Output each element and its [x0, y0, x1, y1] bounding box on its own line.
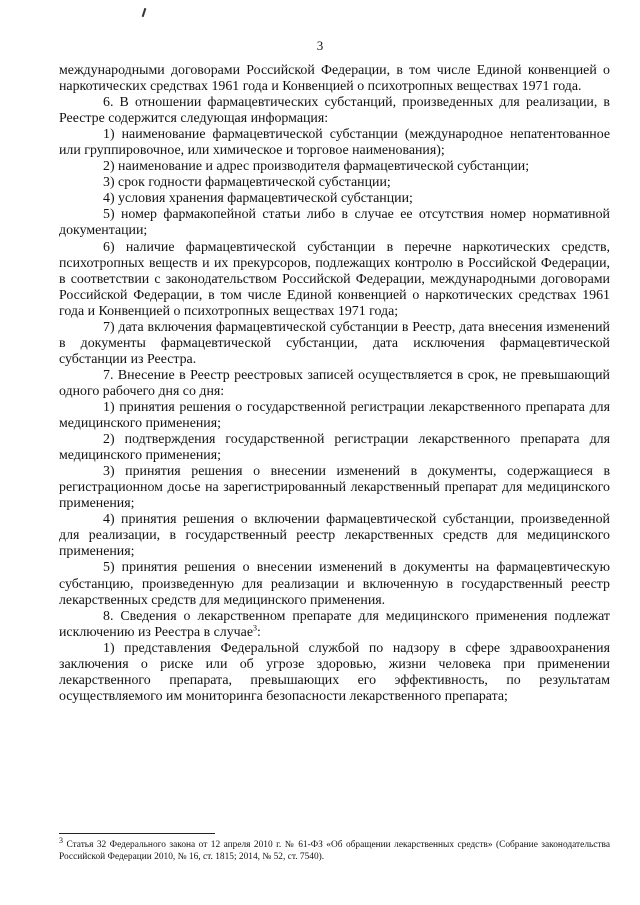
list-item: 6) наличие фармацевтической субстанции в перечне наркотических средств, психотропных веществ и их прекурсоров, подлежащих контролю в Российской Федерации, в соответствии с законодательством Российской Федерации, международными договорами Российской Федерации, в том числе Единой конвенцией о наркотических средствах 1961 года и Конвенцией о психотропных веществах 1971 года; — [59, 239, 610, 319]
footnote — [59, 835, 610, 863]
footnote-marker: 3 — [59, 835, 63, 845]
list-item: 7) дата включения фармацевтической субстанции в Реестр, дата внесения изменений в документы фармацевтической субстанции, дата исключения фармацевтической субстанции из Реестра. — [59, 319, 610, 367]
list-item: 3) принятия решения о внесении изменений в документы, содержащиеся в регистрационном досье на зарегистрированный лекарственный препарат для медицинского применения; — [59, 464, 610, 512]
list-item: 4) условия хранения фармацевтической субстанции; — [103, 191, 413, 207]
footnote-reference[interactable]: 3 — [253, 623, 257, 633]
list-item: 5) номер фармакопейной статьи либо в случае ее отсутствия номер нормативной документации; — [59, 207, 610, 239]
body-text — [59, 63, 610, 705]
list-item: 2) подтверждения государственной регистрации лекарственного препарата для медицинского применения; — [59, 432, 610, 464]
list-item: 4) принятия решения о включении фармацевтической субстанции, произведенной для реализации, в государственный реестр лекарственных средств для медицинского применения; — [59, 512, 610, 560]
paragraph: 6. В отношении фармацевтических субстанций, произведенных для реализации, в Реестре содержится следующая информация: — [59, 95, 610, 127]
list-item: 3) срок годности фармацевтической субстанции; — [103, 175, 391, 191]
list-item: 1) принятия решения о государственной регистрации лекарственного препарата для медицинского применения; — [59, 399, 610, 432]
list-item: 1) представления Федеральной службой по надзору в сфере здравоохранения заключения о риске или об угрозе здоровью, жизни человека при применении лекарственного препарата, превышающих его эффективность, по результатам осуществляемого им мониторинга безопасности лекарственного препарата; — [59, 640, 610, 704]
list-item: 1) наименование фармацевтической субстанции (международное непатентованное или группировочное, или химическое и торговое наименования); — [59, 127, 610, 159]
page-number: 3 — [316, 38, 324, 53]
stray-pen-mark — [142, 8, 147, 17]
list-item: 5) принятия решения о внесении изменений в документы на фармацевтическую субстанцию, произведенную для реализации и включенную в государственный реестр лекарственных средств для медицинского применения. — [59, 560, 610, 608]
list-item: 2) наименование и адрес производителя фармацевтической субстанции; — [103, 159, 530, 175]
footnote-text: Статья 32 Федерального закона от 12 апреля 2010 г. № 61-ФЗ «Об обращении лекарственных средств» (Собрание законодательства Российской Федерации 2010, № 16, ст. 1815; 2014, № 52, ст. 7540). — [59, 840, 610, 862]
paragraph — [59, 609, 610, 641]
paragraph: международными договорами Российской Федерации, в том числе Единой конвенцией о наркотических средствах 1961 года и Конвенцией о психотропных веществах 1971 года. — [59, 63, 610, 95]
paragraph: 7. Внесение в Реестр реестровых записей осуществляется в срок, не превышающий одного рабочего дня со дня: — [59, 367, 610, 399]
paragraph-tail: : — [257, 624, 261, 640]
paragraph-text: 8. Сведения о лекарственном препарате для медицинского применения подлежат исключению из Реестра в случае — [59, 608, 610, 640]
footnote-divider — [59, 833, 215, 834]
